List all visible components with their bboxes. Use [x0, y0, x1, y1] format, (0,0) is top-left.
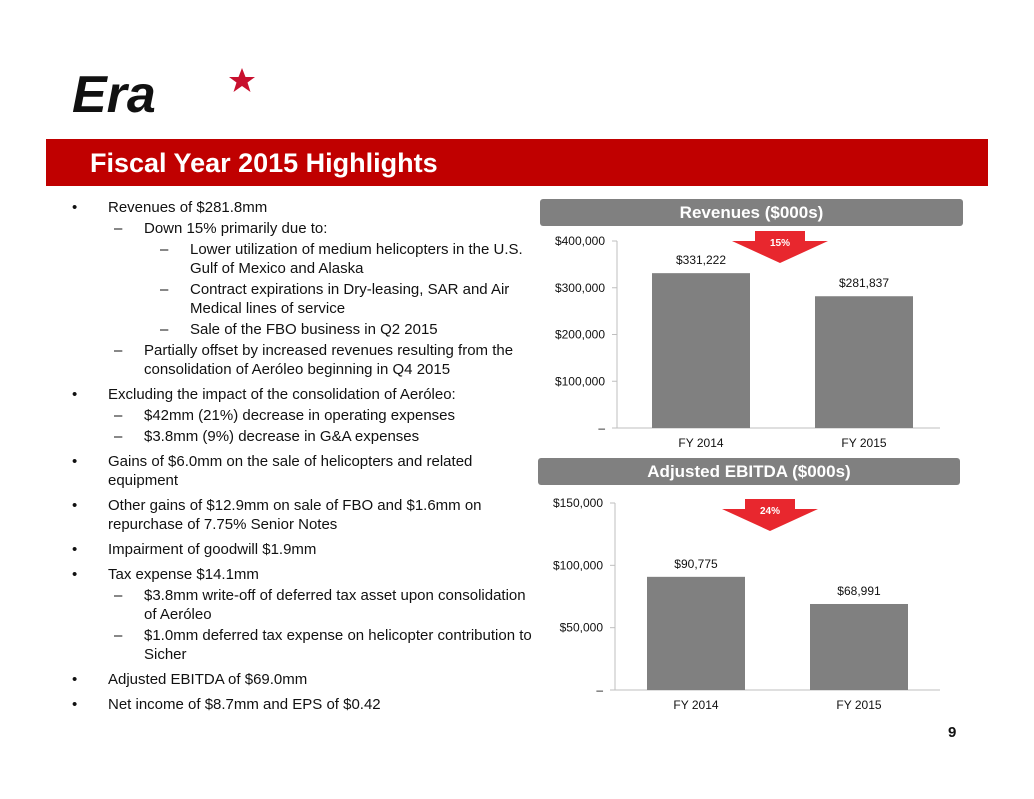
bullet-text: Gains of $6.0mm on the sale of helicopters and related equipment [108, 453, 473, 489]
y-tick-label: $200,000 [554, 327, 605, 342]
y-tick-label: $50,000 [559, 620, 603, 635]
y-tick-label: – [598, 421, 605, 435]
dash-icon: – [114, 587, 123, 604]
bullet-icon: • [72, 671, 78, 688]
bullet-icon: • [72, 199, 78, 216]
sub-bullet-text: Partially offset by increased revenues resulting from the consolidation of Aeróleo beginning in Q4 2015 [144, 342, 514, 378]
decline-percent-label: 15% [769, 238, 791, 249]
category-label: FY 2015 [836, 698, 882, 712]
sub-bullet-text: $3.8mm (9%) decrease in G&A expenses [144, 428, 420, 445]
era-logo-graphic [70, 66, 260, 122]
revenues-chart-title: Revenues ($000s) [540, 199, 963, 226]
dash-icon: – [160, 281, 169, 298]
revenues-chart [530, 228, 950, 462]
sub-sub-bullet-text: Contract expirations in Dry-leasing, SAR and Air Medical lines of service [190, 281, 510, 317]
bullet-text: Other gains of $12.9mm on sale of FBO and $1.6mm on repurchase of 7.75% Senior Notes [108, 497, 482, 533]
category-label: FY 2015 [841, 436, 887, 450]
title-bar [46, 139, 988, 186]
sub-bullet-text: $3.8mm write-off of deferred tax asset upon consolidation of Aeróleo [144, 587, 526, 623]
y-tick-label: $400,000 [554, 234, 605, 248]
category-label: FY 2014 [673, 698, 719, 712]
bar-fy-2015 [815, 296, 913, 428]
dash-icon: – [160, 321, 169, 338]
era-logo [70, 66, 260, 122]
ebitda-chart-title: Adjusted EBITDA ($000s) [538, 458, 960, 485]
sub-sub-bullet-text: Sale of the FBO business in Q2 2015 [190, 321, 438, 338]
bullet-gains-helicopters [72, 452, 532, 490]
bar-fy-2014 [647, 577, 745, 690]
data-label: $68,991 [837, 583, 881, 598]
sub-bullet-text: Down 15% primarily due to: [144, 220, 328, 237]
bullet-icon: • [72, 497, 78, 514]
bullet-text: Excluding the impact of the consolidation of Aeróleo: [108, 386, 456, 403]
data-label: $281,837 [838, 276, 890, 291]
bullet-icon: • [72, 541, 78, 558]
bullet-icon: • [72, 696, 78, 713]
bullet-revenues [72, 198, 532, 379]
bullet-excluding-aeroleo [72, 385, 532, 446]
bullet-impairment [72, 540, 532, 559]
bullet-net-income [72, 695, 532, 714]
bullet-tax-expense [72, 565, 532, 664]
dash-icon: – [114, 342, 123, 359]
y-tick-label: $100,000 [554, 374, 605, 389]
dash-icon: – [114, 627, 123, 644]
y-tick-label: $100,000 [552, 558, 603, 573]
data-label: $331,222 [675, 253, 727, 268]
sub-bullet-text: $42mm (21%) decrease in operating expenses [144, 407, 456, 424]
bullet-icon: • [72, 386, 78, 403]
bullet-text: Adjusted EBITDA of $69.0mm [108, 671, 308, 688]
dash-icon: – [114, 407, 123, 424]
y-tick-label: – [596, 683, 603, 697]
dash-icon: – [114, 428, 123, 445]
highlights-list [72, 198, 532, 720]
star-icon [229, 68, 255, 92]
dash-icon: – [160, 241, 169, 258]
bullet-text: Impairment of goodwill $1.9mm [108, 541, 317, 558]
bullet-adjusted-ebitda [72, 670, 532, 689]
data-label: $90,775 [674, 556, 718, 571]
y-tick-label: $300,000 [554, 280, 605, 295]
decline-percent-label: 24% [759, 506, 781, 517]
bullet-icon: • [72, 453, 78, 470]
bar-fy-2015 [810, 604, 908, 690]
page-title: Fiscal Year 2015 Highlights [90, 148, 438, 178]
bullet-text: Tax expense $14.1mm [108, 566, 259, 583]
dash-icon: – [114, 220, 123, 237]
sub-sub-bullet-text: Lower utilization of medium helicopters in the U.S. Gulf of Mexico and Alaska [190, 241, 523, 277]
bullet-text: Revenues of $281.8mm [108, 199, 268, 216]
logo-text: Era [72, 66, 156, 122]
y-tick-label: $150,000 [552, 496, 603, 510]
bar-fy-2014 [652, 273, 750, 428]
page-number: 9 [948, 724, 957, 741]
category-label: FY 2014 [678, 436, 724, 450]
bullet-icon: • [72, 566, 78, 583]
sub-bullet-text: $1.0mm deferred tax expense on helicopter contribution to Sicher [144, 627, 532, 663]
bullet-other-gains [72, 496, 532, 534]
bullet-text: Net income of $8.7mm and EPS of $0.42 [108, 696, 381, 713]
ebitda-chart [530, 488, 950, 722]
